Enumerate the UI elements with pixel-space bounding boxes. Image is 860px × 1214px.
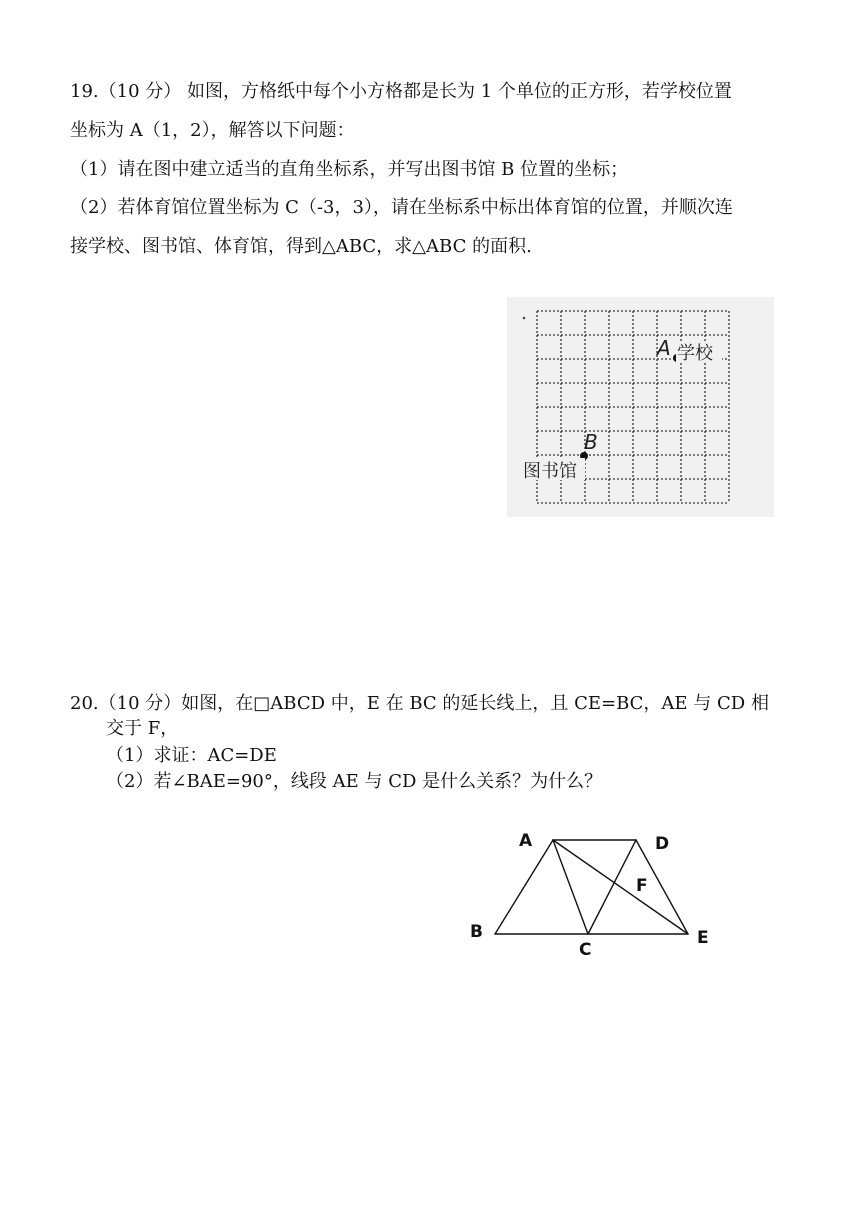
problem19-line1: 19.（10 分） 如图，方格纸中每个小方格都是长为 1 个单位的正方形，若学校位置 [70,81,732,102]
problem19-part2-line1: （2）若体育馆位置坐标为 C（-3，3），请在坐标系中标出体育馆的位置，并顺次连 [70,197,733,218]
vertex-a-label: A [519,831,533,851]
segment-ab [495,840,553,934]
problem20-line1: 20.（10 分）如图，在□ABCD 中，E 在 BC 的延长线上，且 CE=BC，AE 与 CD 相 [70,693,769,714]
segment-dc [588,840,636,934]
point-f-label: F [636,876,648,896]
point-b-label: B [584,430,598,454]
vertex-b-label: B [470,922,483,942]
problem19-part2-line2: 接学校、图书馆、体育馆，得到△ABC，求△ABC 的面积. [70,236,532,257]
point-a-label: A [657,336,671,360]
problem20-part2: （2）若∠BAE=90°，线段 AE 与 CD 是什么关系？为什么？ [106,771,603,792]
segment-ac [553,840,588,934]
problem19-grid-figure [507,297,774,517]
library-label: 图书馆 [523,461,577,482]
segment-ae [553,840,688,934]
point-e-label: E [697,928,709,948]
vertex-d-label: D [655,834,670,854]
problem19-part1: （1）请在图中建立适当的直角坐标系，并写出图书馆 B 位置的坐标； [70,159,629,180]
vertex-c-label: C [579,940,592,960]
school-label: 学校 [677,343,713,364]
problem20-line2: 交于 F， [106,718,179,739]
figure-background [507,297,774,517]
stray-dot [523,317,526,320]
problem19-line2: 坐标为 A（1，2），解答以下问题： [70,120,355,141]
problem20-parallelogram-figure [460,825,730,965]
problem20-part1: （1）求证：AC=DE [106,745,277,766]
